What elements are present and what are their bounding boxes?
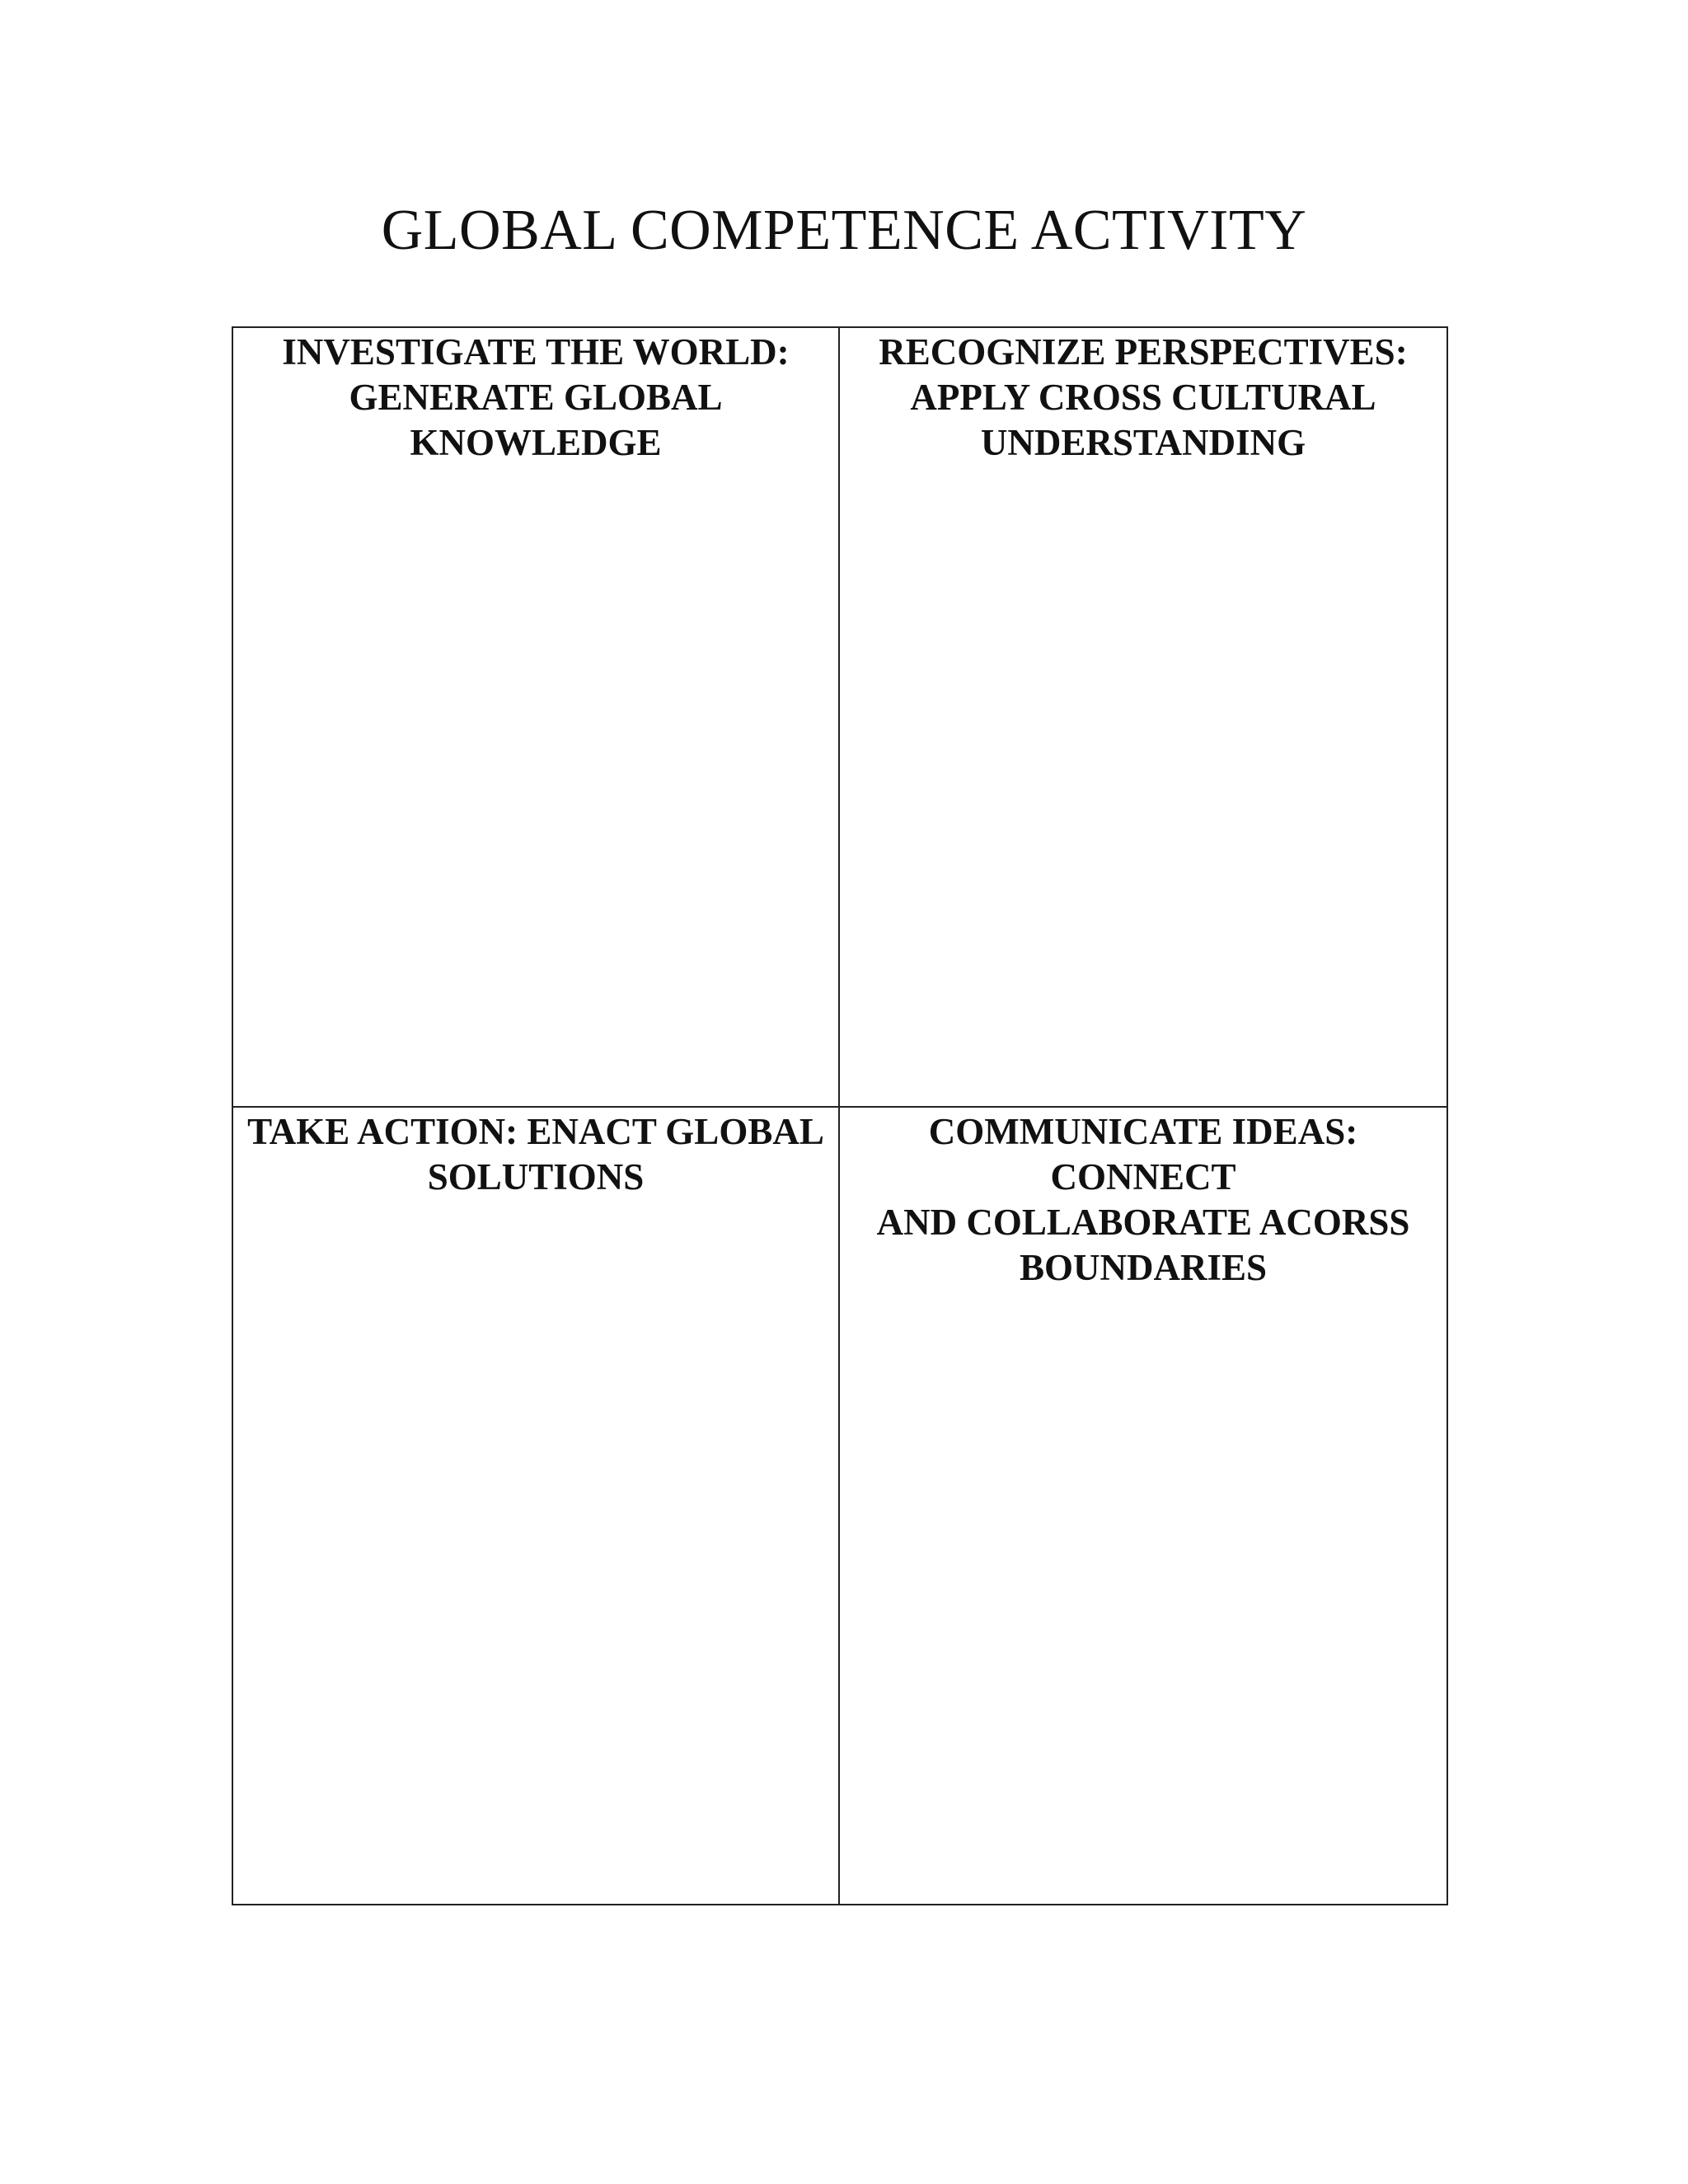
quadrant-heading: INVESTIGATE THE WORLD: GENERATE GLOBAL KNOWLEDGE bbox=[282, 331, 790, 463]
quadrant-heading: TAKE ACTION: ENACT GLOBAL SOLUTIONS bbox=[247, 1111, 824, 1197]
page-title: GLOBAL COMPETENCE ACTIVITY bbox=[381, 199, 1307, 262]
quadrant-recognize-perspectives[interactable] bbox=[840, 328, 1447, 1108]
quadrant-investigate-the-world[interactable] bbox=[233, 328, 840, 1108]
quadrant-take-action[interactable] bbox=[233, 1108, 840, 1904]
competence-grid bbox=[232, 326, 1448, 1905]
quadrant-communicate-ideas[interactable] bbox=[840, 1108, 1447, 1904]
quadrant-heading: RECOGNIZE PERSPECTIVES: APPLY CROSS CULTURAL UNDERSTANDING bbox=[879, 331, 1408, 463]
quadrant-heading: COMMUNICATE IDEAS: CONNECT AND COLLABORATE ACORSS BOUNDARIES bbox=[876, 1111, 1410, 1288]
